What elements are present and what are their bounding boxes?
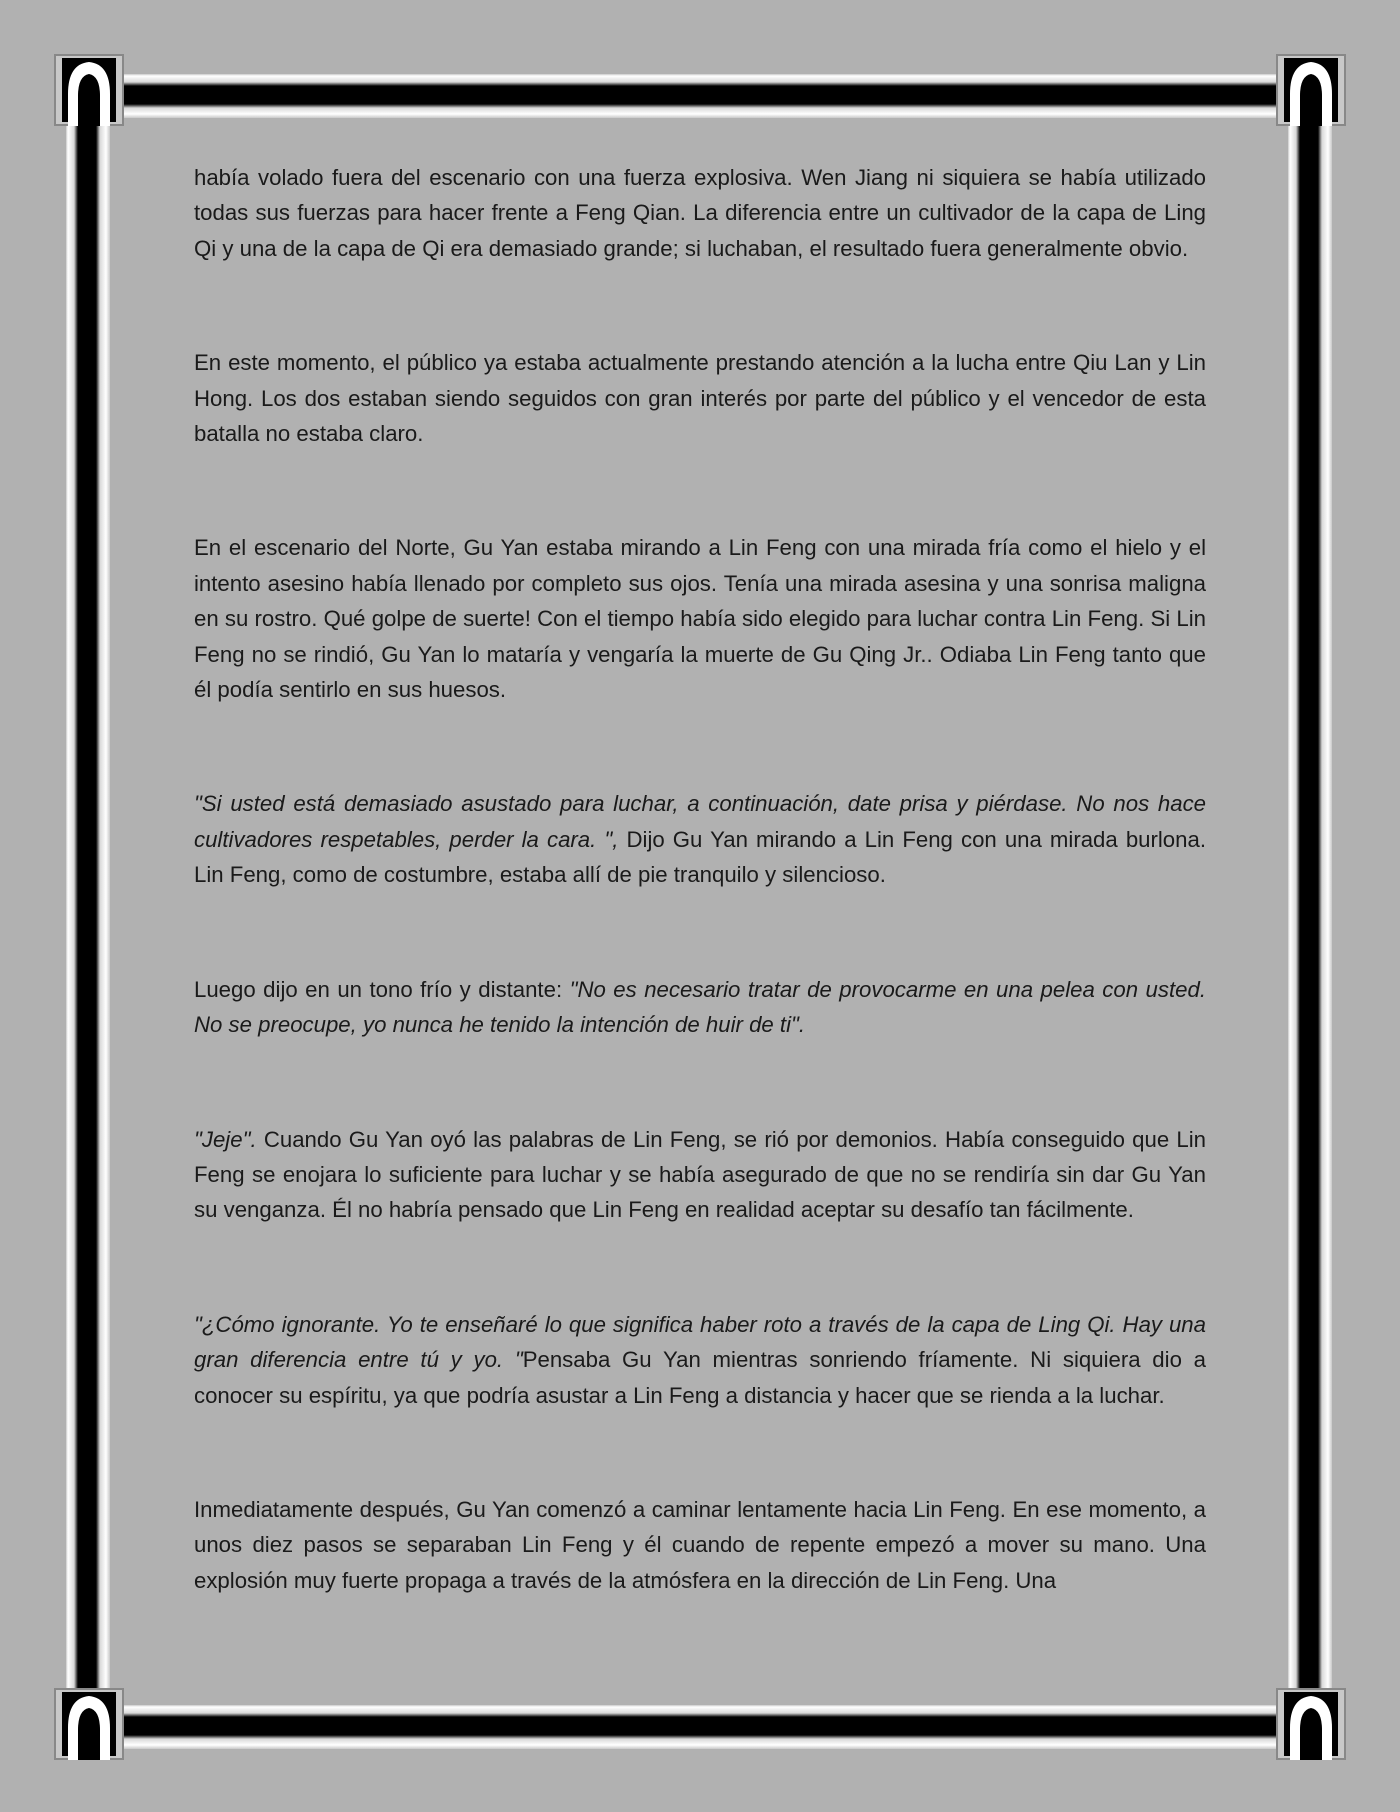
dialogue-italic: "Jeje". <box>194 1126 257 1152</box>
frame-corner-ornament-icon <box>54 1688 124 1760</box>
paragraph-text: Luego dijo en un tono frío y distante: <box>194 976 570 1002</box>
frame-corner-ornament-icon <box>1276 1688 1346 1760</box>
paragraph-text: Dijo Gu Yan mirando a Lin Feng con una mirada burlona. Lin Feng, como de costumbre, estaba allí de pie tranquilo y silencioso. <box>194 826 1206 888</box>
frame-left-bar <box>66 100 110 1712</box>
paragraph-text: Cuando Gu Yan oyó las palabras de Lin Feng, se rió por demonios. Había conseguido que Lin Feng se enojara lo suficiente para luchar y se había asegurado de que no se rendiría sin dar Gu Yan su venganza. Él no habría pensado que Lin Feng en realidad aceptar su desafío tan fácilmente. <box>194 1126 1206 1223</box>
paragraph-text: había volado fuera del escenario con una fuerza explosiva. Wen Jiang ni siquiera se había utilizado todas sus fuerzas para hacer frente a Feng Qian. La diferencia entre un cultivador de la capa de Ling Qi y una de la capa de Qi era demasiado grande; si luchaban, el resultado fuera generalmente obvio. <box>194 165 1206 261</box>
paragraph-text: En este momento, el público ya estaba actualmente prestando atención a la lucha entre Qiu Lan y Lin Hong. Los dos estaban siendo seguidos con gran interés por parte del público y el vencedor de esta batalla no estaba claro. <box>194 350 1206 447</box>
paragraph <box>194 1307 1206 1413</box>
dialogue-italic: "No es necesario tratar de provocarme en una pelea con usted. No se preocupe, yo nunca he tenido la intención de huir de ti". <box>194 976 1206 1038</box>
paragraph-text: Inmediatamente después, Gu Yan comenzó a caminar lentamente hacia Lin Feng. En ese momento, a unos diez pasos se separaban Lin Feng y él cuando de repente empezó a mover su mano. Una explosión muy fuerte propaga a través de la atmósfera en la dirección de Lin Feng. Una <box>194 1496 1206 1593</box>
frame-corner-ornament-icon <box>1276 54 1346 126</box>
document-body <box>194 160 1206 1598</box>
paragraph-text: En el escenario del Norte, Gu Yan estaba mirando a Lin Feng con una mirada fría como el hielo y el intento asesino había llenado por completo sus ojos. Tenía una mirada asesina y una sonrisa maligna en su rostro. Qué golpe de suerte! Con el tiempo había sido elegido para luchar contra Lin Feng. Si Lin Feng no se rindió, Gu Yan lo mataría y vengaría la muerte de Gu Qing Jr.. Odiaba Lin Feng tanto que él podía sentirlo en sus huesos. <box>194 535 1206 703</box>
paragraph <box>194 972 1206 1043</box>
paragraph-text: Pensaba Gu Yan mientras sonriendo fríamente. Ni siquiera dio a conocer su espíritu, ya que podría asustar a Lin Feng a distancia y hacer que se rienda a la luchar. <box>194 1347 1206 1408</box>
frame-corner-ornament-icon <box>54 54 124 126</box>
paragraph <box>194 160 1206 266</box>
frame-top-bar <box>100 74 1300 118</box>
frame-bottom-bar <box>100 1705 1300 1749</box>
dialogue-italic: "Si usted está demasiado asustado para luchar, a continuación, date prisa y piérdase. No nos hace cultivadores respetables, perder la cara. ", <box>194 791 1206 852</box>
paragraph <box>194 530 1206 707</box>
dialogue-italic: "¿Cómo ignorante. Yo te enseñaré lo que significa haber roto a través de la capa de Ling Qi. Hay una gran diferencia entre tú y yo. " <box>194 1311 1206 1373</box>
paragraph <box>194 345 1206 451</box>
paragraph <box>194 1122 1206 1228</box>
paragraph <box>194 1492 1206 1598</box>
paragraph <box>194 786 1206 892</box>
frame-right-bar <box>1288 100 1332 1712</box>
